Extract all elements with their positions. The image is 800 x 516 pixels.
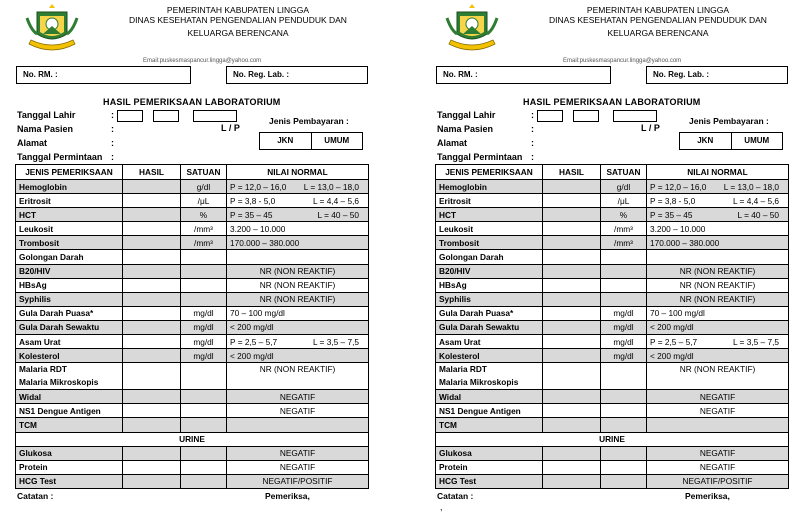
birth-month-box[interactable] [573, 110, 599, 122]
table-row: HBsAg NR (NON REAKTIF) [16, 278, 369, 292]
table-row: Leukosit /mm³ 3.200 – 10.000 [16, 222, 369, 236]
table-row: TCM [436, 418, 789, 432]
birth-day-box[interactable] [117, 110, 143, 122]
urine-title: URINE [436, 432, 789, 446]
hasil-cell[interactable] [543, 194, 601, 208]
table-row: Kolesterol mg/dl < 200 mg/dl [436, 349, 789, 363]
hasil-cell[interactable] [123, 320, 181, 334]
hasil-cell[interactable] [543, 363, 601, 390]
header-satuan: SATUAN [601, 165, 647, 180]
table-row: B20/HIV NR (NON REAKTIF) [16, 264, 369, 278]
hasil-cell[interactable] [123, 236, 181, 250]
hasil-cell[interactable] [123, 194, 181, 208]
page-title: HASIL PEMERIKSAAN LABORATORIUM [523, 97, 701, 107]
catatan-label: Catatan : [437, 491, 474, 501]
table-row: Eritrosit /μL P = 3,8 - 5,0 L = 4,4 – 5,6 [436, 194, 789, 208]
lab-results-table [435, 164, 789, 489]
lab-results-table [15, 164, 369, 489]
email-text: Email:puskesmaspancur.lingga@yahoo.com [143, 58, 262, 64]
table-row: HBsAg NR (NON REAKTIF) [436, 278, 789, 292]
table-row: B20/HIV NR (NON REAKTIF) [436, 264, 789, 278]
colon: : [531, 138, 534, 148]
colon: : [111, 110, 114, 120]
hasil-cell[interactable] [543, 278, 601, 292]
hasil-cell[interactable] [543, 335, 601, 349]
birth-year-box[interactable] [193, 110, 237, 122]
hasil-cell[interactable] [543, 250, 601, 264]
table-row: Gula Darah Puasa* mg/dl 70 – 100 mg/dl [16, 306, 369, 320]
email-text: Email:puskesmaspancur.lingga@yahoo.com [563, 58, 682, 64]
birth-day-box[interactable] [537, 110, 563, 122]
header-nilai: NILAI NORMAL [227, 165, 369, 180]
colon: : [531, 110, 534, 120]
table-row: TCM [16, 418, 369, 432]
table-row: Eritrosit /μL P = 3,8 - 5,0 L = 4,4 – 5,6 [16, 194, 369, 208]
table-row: NS1 Dengue Antigen NEGATIF [16, 404, 369, 418]
no-rm-field[interactable]: No. RM. : [436, 66, 611, 84]
hasil-cell[interactable] [543, 264, 601, 278]
gender-lp: L / P [221, 123, 240, 133]
table-header-row [436, 165, 789, 180]
table-row: Hemoglobin g/dl P = 12,0 – 16,0 L = 13,0 – 18,0 [16, 180, 369, 194]
table-row: Widal NEGATIF [436, 390, 789, 404]
hasil-cell[interactable] [543, 404, 601, 418]
lingga-emblem-icon [23, 4, 81, 54]
hasil-cell[interactable] [123, 250, 181, 264]
hasil-cell[interactable] [123, 335, 181, 349]
table-row: Trombosit /mm³ 170.000 – 380.000 [436, 236, 789, 250]
lab-form-left [3, 0, 368, 516]
no-reg-lab-field[interactable]: No. Reg. Lab. : [226, 66, 368, 84]
header-line-2: DINAS KESEHATAN PENGENDALIAN PENDUDUK DAN [129, 15, 347, 25]
table-row: Golongan Darah [16, 250, 369, 264]
hasil-cell[interactable] [123, 208, 181, 222]
header-hasil: HASIL [543, 165, 601, 180]
hasil-cell[interactable] [123, 404, 181, 418]
signature-comma: , [440, 502, 443, 512]
hasil-cell[interactable] [543, 306, 601, 320]
hasil-cell[interactable] [543, 390, 601, 404]
catatan-label: Catatan : [17, 491, 54, 501]
table-row: Protein NEGATIF [436, 460, 789, 474]
hasil-cell[interactable] [543, 180, 601, 194]
hasil-cell[interactable] [123, 390, 181, 404]
header-jenis: JENIS PEMERIKSAAN [436, 165, 543, 180]
tanggal-permintaan-label: Tanggal Permintaan [17, 152, 103, 162]
colon: : [111, 152, 114, 162]
table-row: Hemoglobin g/dl P = 12,0 – 16,0 L = 13,0 – 18,0 [436, 180, 789, 194]
lab-form-right [423, 0, 788, 516]
hasil-cell[interactable] [543, 460, 601, 474]
page-title: HASIL PEMERIKSAAN LABORATORIUM [103, 97, 281, 107]
table-row: Leukosit /mm³ 3.200 – 10.000 [436, 222, 789, 236]
payment-box [679, 132, 783, 150]
table-row: Kolesterol mg/dl < 200 mg/dl [16, 349, 369, 363]
table-row: Malaria RDT Malaria Mikroskopis NR (NON REAKTIF) [436, 363, 789, 390]
table-row: Glukosa NEGATIF [16, 446, 369, 460]
table-row: Syphilis NR (NON REAKTIF) [16, 292, 369, 306]
hasil-cell[interactable] [123, 363, 181, 390]
hasil-cell[interactable] [123, 292, 181, 306]
hasil-cell[interactable] [543, 292, 601, 306]
table-row: HCG Test NEGATIF/POSITIF [16, 474, 369, 488]
hasil-cell[interactable] [543, 474, 601, 488]
jenis-pembayaran-label: Jenis Pembayaran : [269, 116, 349, 126]
alamat-label: Alamat [437, 138, 468, 148]
colon: : [111, 138, 114, 148]
nama-pasien-label: Nama Pasien [437, 124, 494, 134]
table-row: NS1 Dengue Antigen NEGATIF [436, 404, 789, 418]
hasil-cell[interactable] [123, 446, 181, 460]
tanggal-lahir-label: Tanggal Lahir [17, 110, 76, 120]
hasil-cell[interactable] [543, 418, 601, 432]
table-row: Syphilis NR (NON REAKTIF) [436, 292, 789, 306]
jenis-pembayaran-label: Jenis Pembayaran : [689, 116, 769, 126]
hasil-cell[interactable] [543, 320, 601, 334]
urine-section-row [16, 432, 369, 446]
hasil-cell[interactable] [123, 180, 181, 194]
alamat-label: Alamat [17, 138, 48, 148]
table-row: Malaria RDT Malaria Mikroskopis NR (NON REAKTIF) [16, 363, 369, 390]
jkn-option[interactable]: JKN [260, 133, 312, 149]
table-row: HCT % P = 35 – 45 L = 40 – 50 [16, 208, 369, 222]
table-row: Protein NEGATIF [16, 460, 369, 474]
no-reg-lab-field[interactable]: No. Reg. Lab. : [646, 66, 788, 84]
hasil-cell[interactable] [123, 222, 181, 236]
urine-title: URINE [16, 432, 369, 446]
table-row: Trombosit /mm³ 170.000 – 380.000 [16, 236, 369, 250]
nama-pasien-label: Nama Pasien [17, 124, 74, 134]
table-row: Gula Darah Sewaktu mg/dl < 200 mg/dl [16, 320, 369, 334]
table-row: Gula Darah Puasa* mg/dl 70 – 100 mg/dl [436, 306, 789, 320]
hasil-cell[interactable] [123, 460, 181, 474]
header-line-3: KELUARGA BERENCANA [607, 28, 709, 38]
header-line-3: KELUARGA BERENCANA [187, 28, 289, 38]
table-header-row [16, 165, 369, 180]
pemeriksa-label: Pemeriksa, [685, 491, 730, 501]
hasil-cell[interactable] [543, 222, 601, 236]
urine-section-row [436, 432, 789, 446]
table-row: Asam Urat mg/dl P = 2,5 – 5,7 L = 3,5 – 7,5 [16, 335, 369, 349]
colon: : [531, 124, 534, 134]
hasil-cell[interactable] [543, 208, 601, 222]
table-row: Gula Darah Sewaktu mg/dl < 200 mg/dl [436, 320, 789, 334]
lingga-emblem-icon [443, 4, 501, 54]
umum-option[interactable]: UMUM [324, 136, 350, 145]
gender-lp: L / P [641, 123, 660, 133]
tanggal-lahir-label: Tanggal Lahir [437, 110, 496, 120]
umum-option[interactable]: UMUM [744, 136, 770, 145]
header-jenis: JENIS PEMERIKSAAN [16, 165, 123, 180]
hasil-cell[interactable] [543, 236, 601, 250]
hasil-cell[interactable] [123, 306, 181, 320]
table-row: HCG Test NEGATIF/POSITIF [436, 474, 789, 488]
payment-box [259, 132, 363, 150]
header-hasil: HASIL [123, 165, 181, 180]
table-row: Golongan Darah [436, 250, 789, 264]
hasil-cell[interactable] [123, 474, 181, 488]
table-row: Asam Urat mg/dl P = 2,5 – 5,7 L = 3,5 – 7,5 [436, 335, 789, 349]
tanggal-permintaan-label: Tanggal Permintaan [437, 152, 523, 162]
jkn-option[interactable]: JKN [680, 133, 732, 149]
birth-year-box[interactable] [613, 110, 657, 122]
hasil-cell[interactable] [123, 349, 181, 363]
table-row: Widal NEGATIF [16, 390, 369, 404]
header-line-2: DINAS KESEHATAN PENGENDALIAN PENDUDUK DAN [549, 15, 767, 25]
hasil-cell[interactable] [123, 278, 181, 292]
colon: : [531, 152, 534, 162]
hasil-cell[interactable] [123, 418, 181, 432]
header-nilai: NILAI NORMAL [647, 165, 789, 180]
header-line-1: PEMERINTAH KABUPATEN LINGGA [166, 5, 310, 15]
table-row: Glukosa NEGATIF [436, 446, 789, 460]
header-satuan: SATUAN [181, 165, 227, 180]
pemeriksa-label: Pemeriksa, [265, 491, 310, 501]
hasil-cell[interactable] [543, 446, 601, 460]
no-rm-field[interactable]: No. RM. : [16, 66, 191, 84]
hasil-cell[interactable] [543, 349, 601, 363]
hasil-cell[interactable] [123, 264, 181, 278]
birth-month-box[interactable] [153, 110, 179, 122]
table-row: HCT % P = 35 – 45 L = 40 – 50 [436, 208, 789, 222]
colon: : [111, 124, 114, 134]
header-line-1: PEMERINTAH KABUPATEN LINGGA [586, 5, 730, 15]
